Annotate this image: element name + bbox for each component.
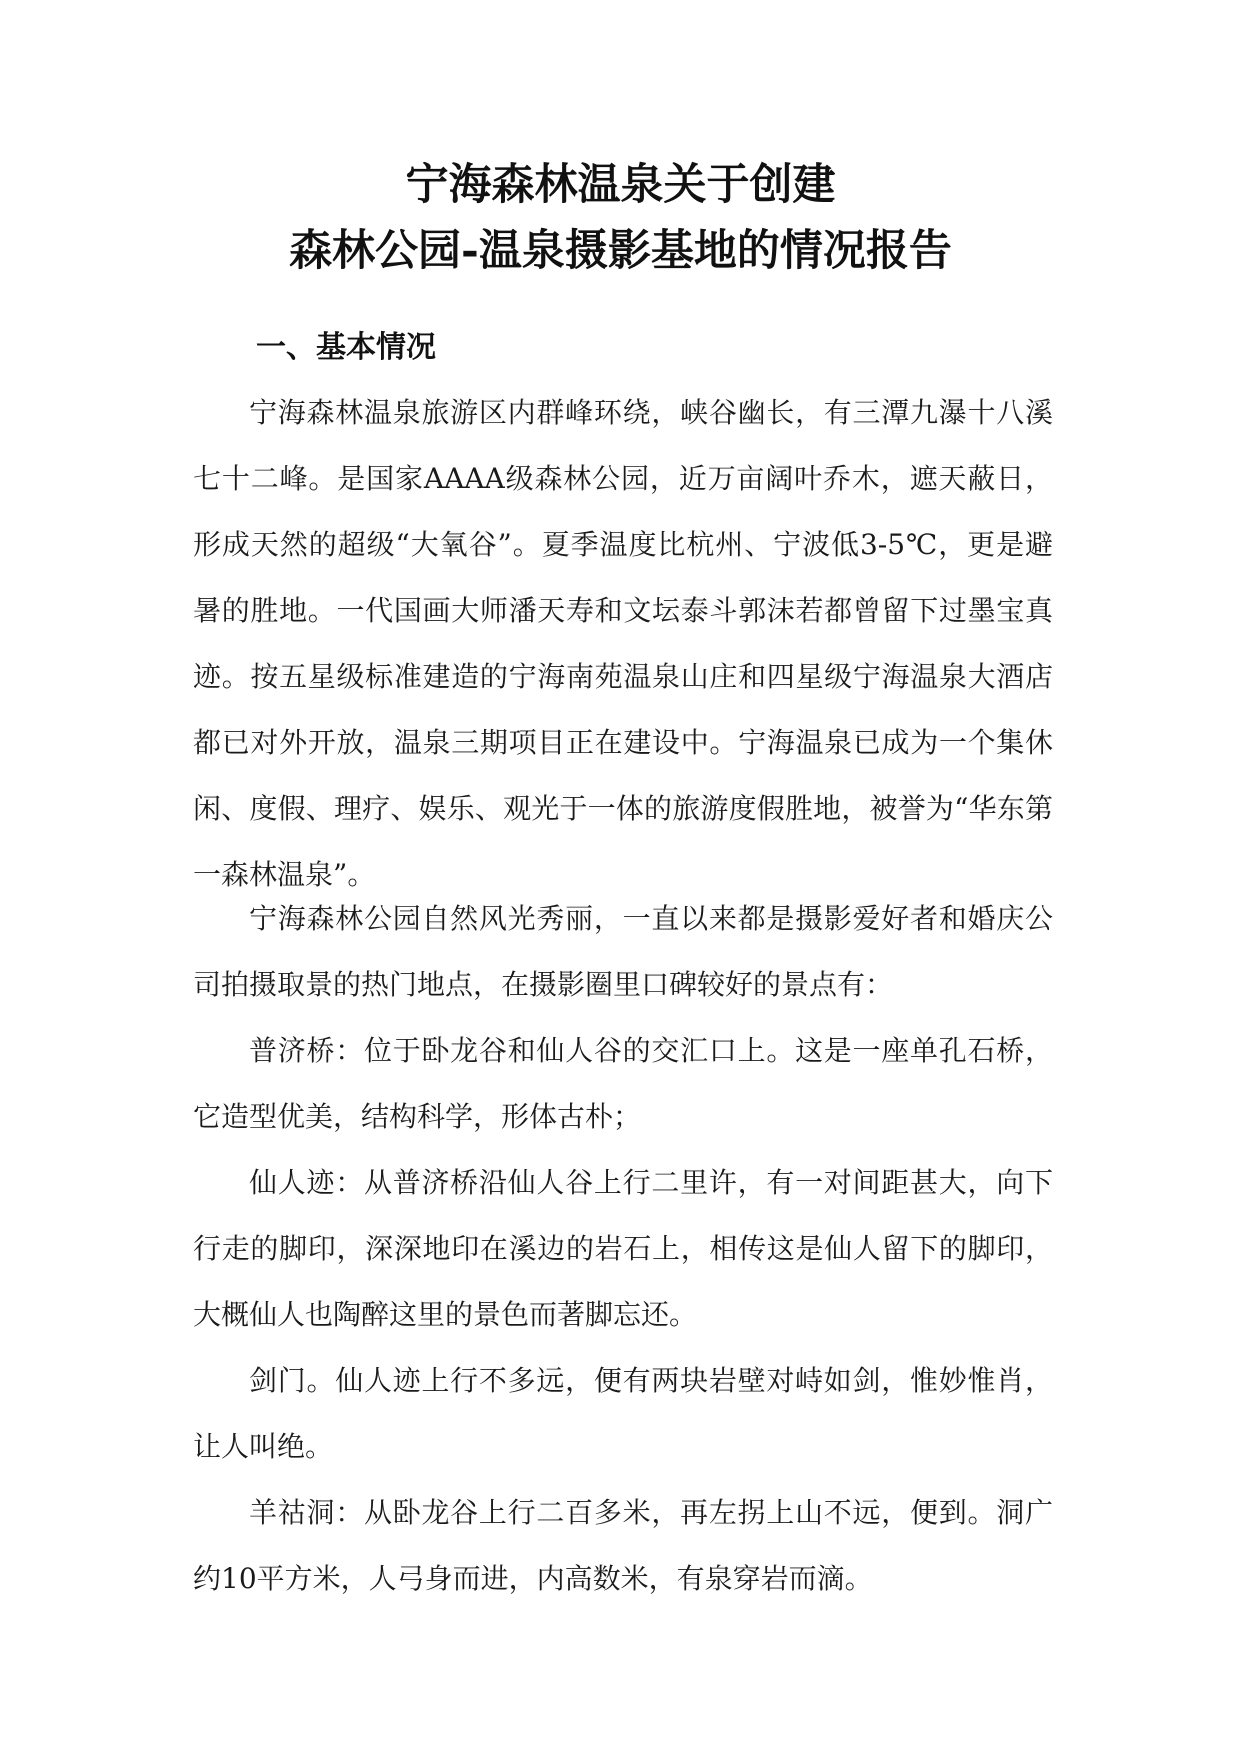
paragraph-photo-spots-intro	[193, 886, 1053, 1018]
paragraph-text: 羊祜洞：从卧龙谷上行二百多米，再左拐上山不远，便到。洞广约10平方米，人弓身而进，内高数米，有泉穿岩而滴。	[193, 1496, 1053, 1595]
document-title-line-1: 宁海森林温泉关于创建	[405, 160, 836, 210]
paragraph-text: 剑门。仙人迹上行不多远，便有两块岩壁对峙如剑，惟妙惟肖，让人叫绝。	[193, 1364, 1053, 1463]
paragraph-text: 宁海森林温泉旅游区内群峰环绕，峡谷幽长，有三潭九瀑十八溪七十二峰。是国家AAAA级森林公园，近万亩阔叶乔木，遮天蔽日，形成天然的超级“大氧谷”。夏季温度比杭州、宁波低3-5℃，更是避暑的胜地。一代国画大师潘天寿和文坛泰斗郭沫若都曾留下过墨宝真迹。按五星级标准建造的宁海南苑温泉山庄和四星级宁海温泉大酒店都已对外开放，温泉三期项目正在建设中。宁海温泉已成为一个集休闲、度假、理疗、娱乐、观光于一体的旅游度假胜地，被誉为“华东第一森林温泉”。	[193, 396, 1053, 891]
paragraph-overview	[193, 380, 1053, 908]
document-title-line-2: 森林公园-温泉摄影基地的情况报告	[289, 226, 952, 276]
paragraph-puji-bridge	[193, 1018, 1053, 1150]
paragraph-xianren-ji	[193, 1150, 1053, 1348]
paragraph-text: 仙人迹：从普济桥沿仙人谷上行二里许，有一对间距甚大，向下行走的脚印，深深地印在溪边的岩石上，相传这是仙人留下的脚印，大概仙人也陶醉这里的景色而著脚忘还。	[193, 1166, 1053, 1331]
paragraph-text: 宁海森林公园自然风光秀丽，一直以来都是摄影爱好者和婚庆公司拍摄取景的热门地点，在摄影圈里口碑较好的景点有：	[193, 902, 1053, 1001]
paragraph-yanghu-cave	[193, 1480, 1053, 1612]
paragraph-jianmen	[193, 1348, 1053, 1480]
paragraph-text: 普济桥：位于卧龙谷和仙人谷的交汇口上。这是一座单孔石桥，它造型优美，结构科学，形体古朴；	[193, 1034, 1053, 1133]
section-heading-basic-info: 一、基本情况	[256, 330, 436, 365]
